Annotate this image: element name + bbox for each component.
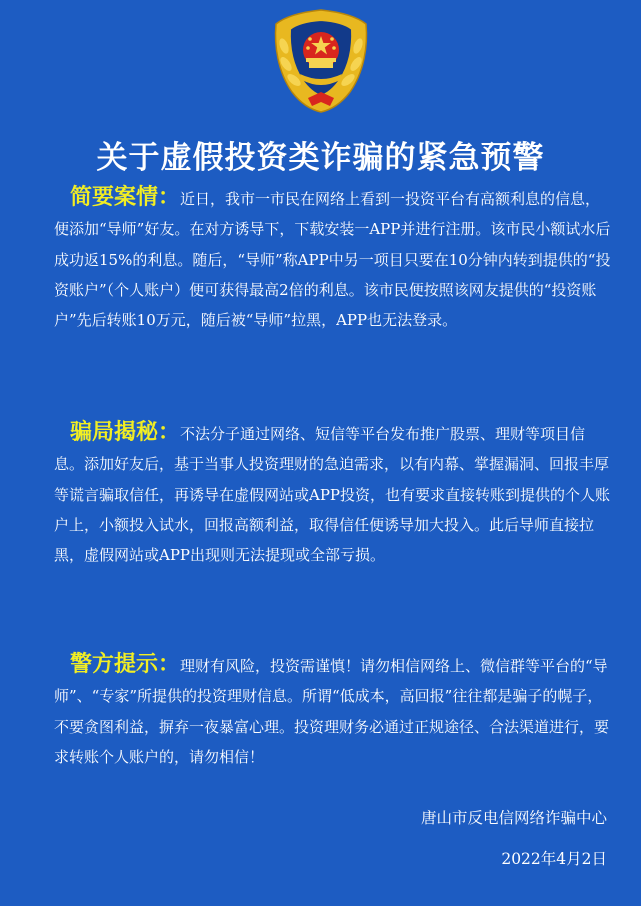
- police-badge-icon: [270, 6, 372, 114]
- section-heading: 简要案情：: [70, 185, 181, 210]
- section-body: 近日，我市一市民在网络上看到一投资平台有高额利息的信息，便添加“导师”好友。在对方诱导下，下载安装一APP并进行注册。该市民小额试水后成功返15%的利息。随后，“导师”称APP中另一项目只要在10分钟内转到提供的“投资账户”（个人账户）便可获得最高2倍的利息。该市民便按照该网友提供的“投资账户”先后转账10万元，随后被“导师”拉黑，APP也无法登录。: [54, 190, 611, 330]
- section-heading: 骗局揭秘：: [70, 420, 181, 445]
- section-body: 理财有风险，投资需谨慎！请勿相信网络上、微信群等平台的“导师”、“专家”所提供的投资理财信息。所谓“低成本，高回报”往往都是骗子的幌子，不要贪图利益，摒弃一夜暴富心理。投资理财务必通过正规途径、合法渠道进行，要求转账个人账户的，请勿相信！: [54, 657, 610, 766]
- scam-revealed-section: [54, 418, 612, 570]
- issuer-signature: 唐山市反电信网络诈骗中心: [420, 809, 607, 827]
- section-body: 不法分子通过网络、短信等平台发布推广股票、理财等项目信息。添加好友后，基于当事人投资理财的急迫需求，以有内幕、掌握漏洞、回报丰厚等谎言骗取信任，再诱导在虚假网站或APP投资，也有要求直接转账到提供的个人账户上，小额投入试水，回报高额利益，取得信任便诱导加大投入。此后导师直接拉黑，虚假网站或APP出现则无法提现或全部亏损。: [54, 425, 611, 565]
- police-tips-section: [54, 650, 612, 772]
- section-heading: 警方提示：: [70, 652, 181, 677]
- case-summary-section: [54, 183, 612, 335]
- issue-date: 2022年4月2日: [501, 850, 607, 868]
- page-title: 关于虚假投资类诈骗的紧急预警: [96, 140, 545, 176]
